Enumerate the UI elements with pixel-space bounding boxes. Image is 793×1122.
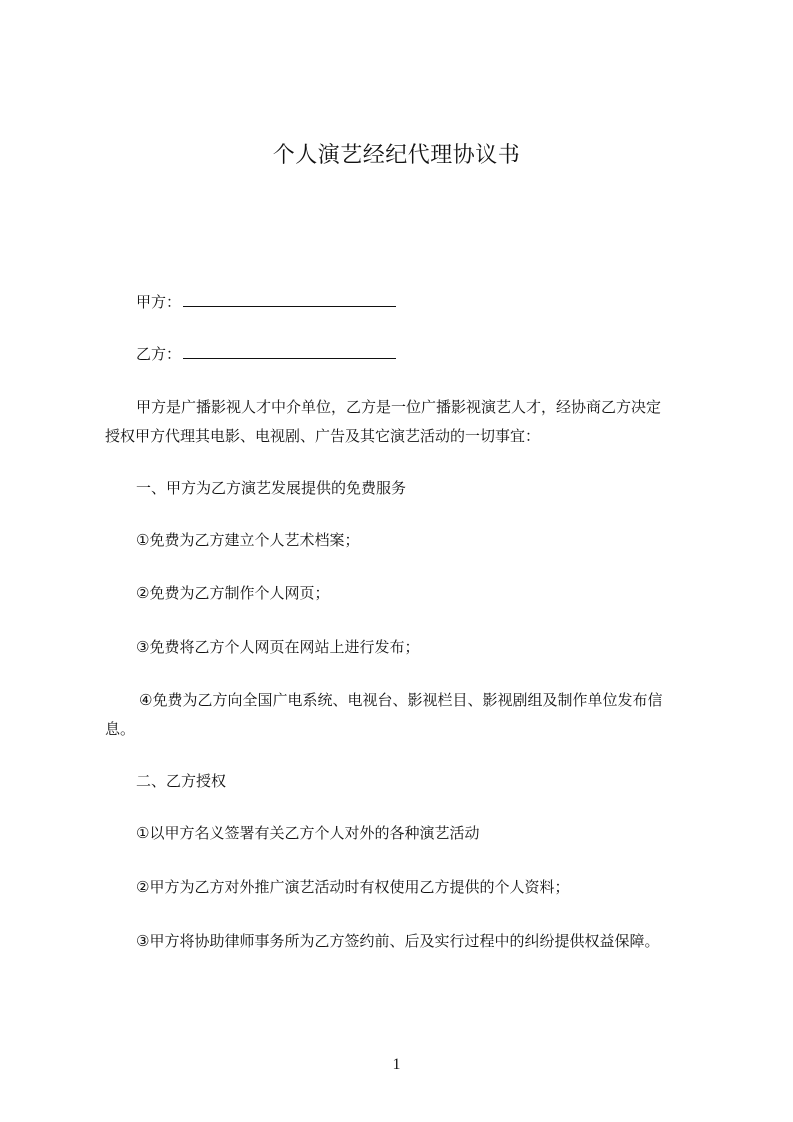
party-a-blank <box>183 289 396 307</box>
document-title: 个人演艺经纪代理协议书 <box>272 143 521 168</box>
section1-heading: 一、甲方为乙方演艺发展提供的免费服务 <box>136 479 407 497</box>
section1-item-1: ①免费为乙方建立个人艺术档案； <box>136 531 360 549</box>
section2-item-1: ①以甲方名义签署有关乙方个人对外的各种演艺活动 <box>136 824 480 842</box>
section2-heading: 二、乙方授权 <box>136 772 227 790</box>
section2-item-2: ②甲方为乙方对外推广演艺活动时有权使用乙方提供的个人资料； <box>136 878 570 896</box>
section1-item-3: ③免费将乙方个人网页在网站上进行发布； <box>136 638 420 656</box>
party-b-blank <box>183 341 396 359</box>
intro-line-2: 授权甲方代理其电影、电视剧、广告及其它演艺活动的一切事宜： <box>105 427 541 445</box>
section2-item-3: ③甲方将协助律师事务所为乙方签约前、后及实行过程中的纠纷提供权益保障。 <box>136 932 660 950</box>
intro-line-1: 甲方是广播影视人才中介单位，乙方是一位广播影视演艺人才，经协商乙方决定 <box>136 398 662 416</box>
party-b-line <box>105 339 736 369</box>
party-a-label: 甲方： <box>136 293 182 311</box>
section1-item-2: ②免费为乙方制作个人网页； <box>136 584 330 602</box>
page-number: 1 <box>392 1056 401 1073</box>
party-a-line <box>105 287 736 317</box>
section1-item-4-line-2: 息。 <box>105 720 136 738</box>
party-b-label: 乙方： <box>136 345 182 363</box>
section1-item-4-line-1: ④免费为乙方向全国广电系统、电视台、影视栏目、影视剧组及制作单位发布信 <box>139 691 663 709</box>
